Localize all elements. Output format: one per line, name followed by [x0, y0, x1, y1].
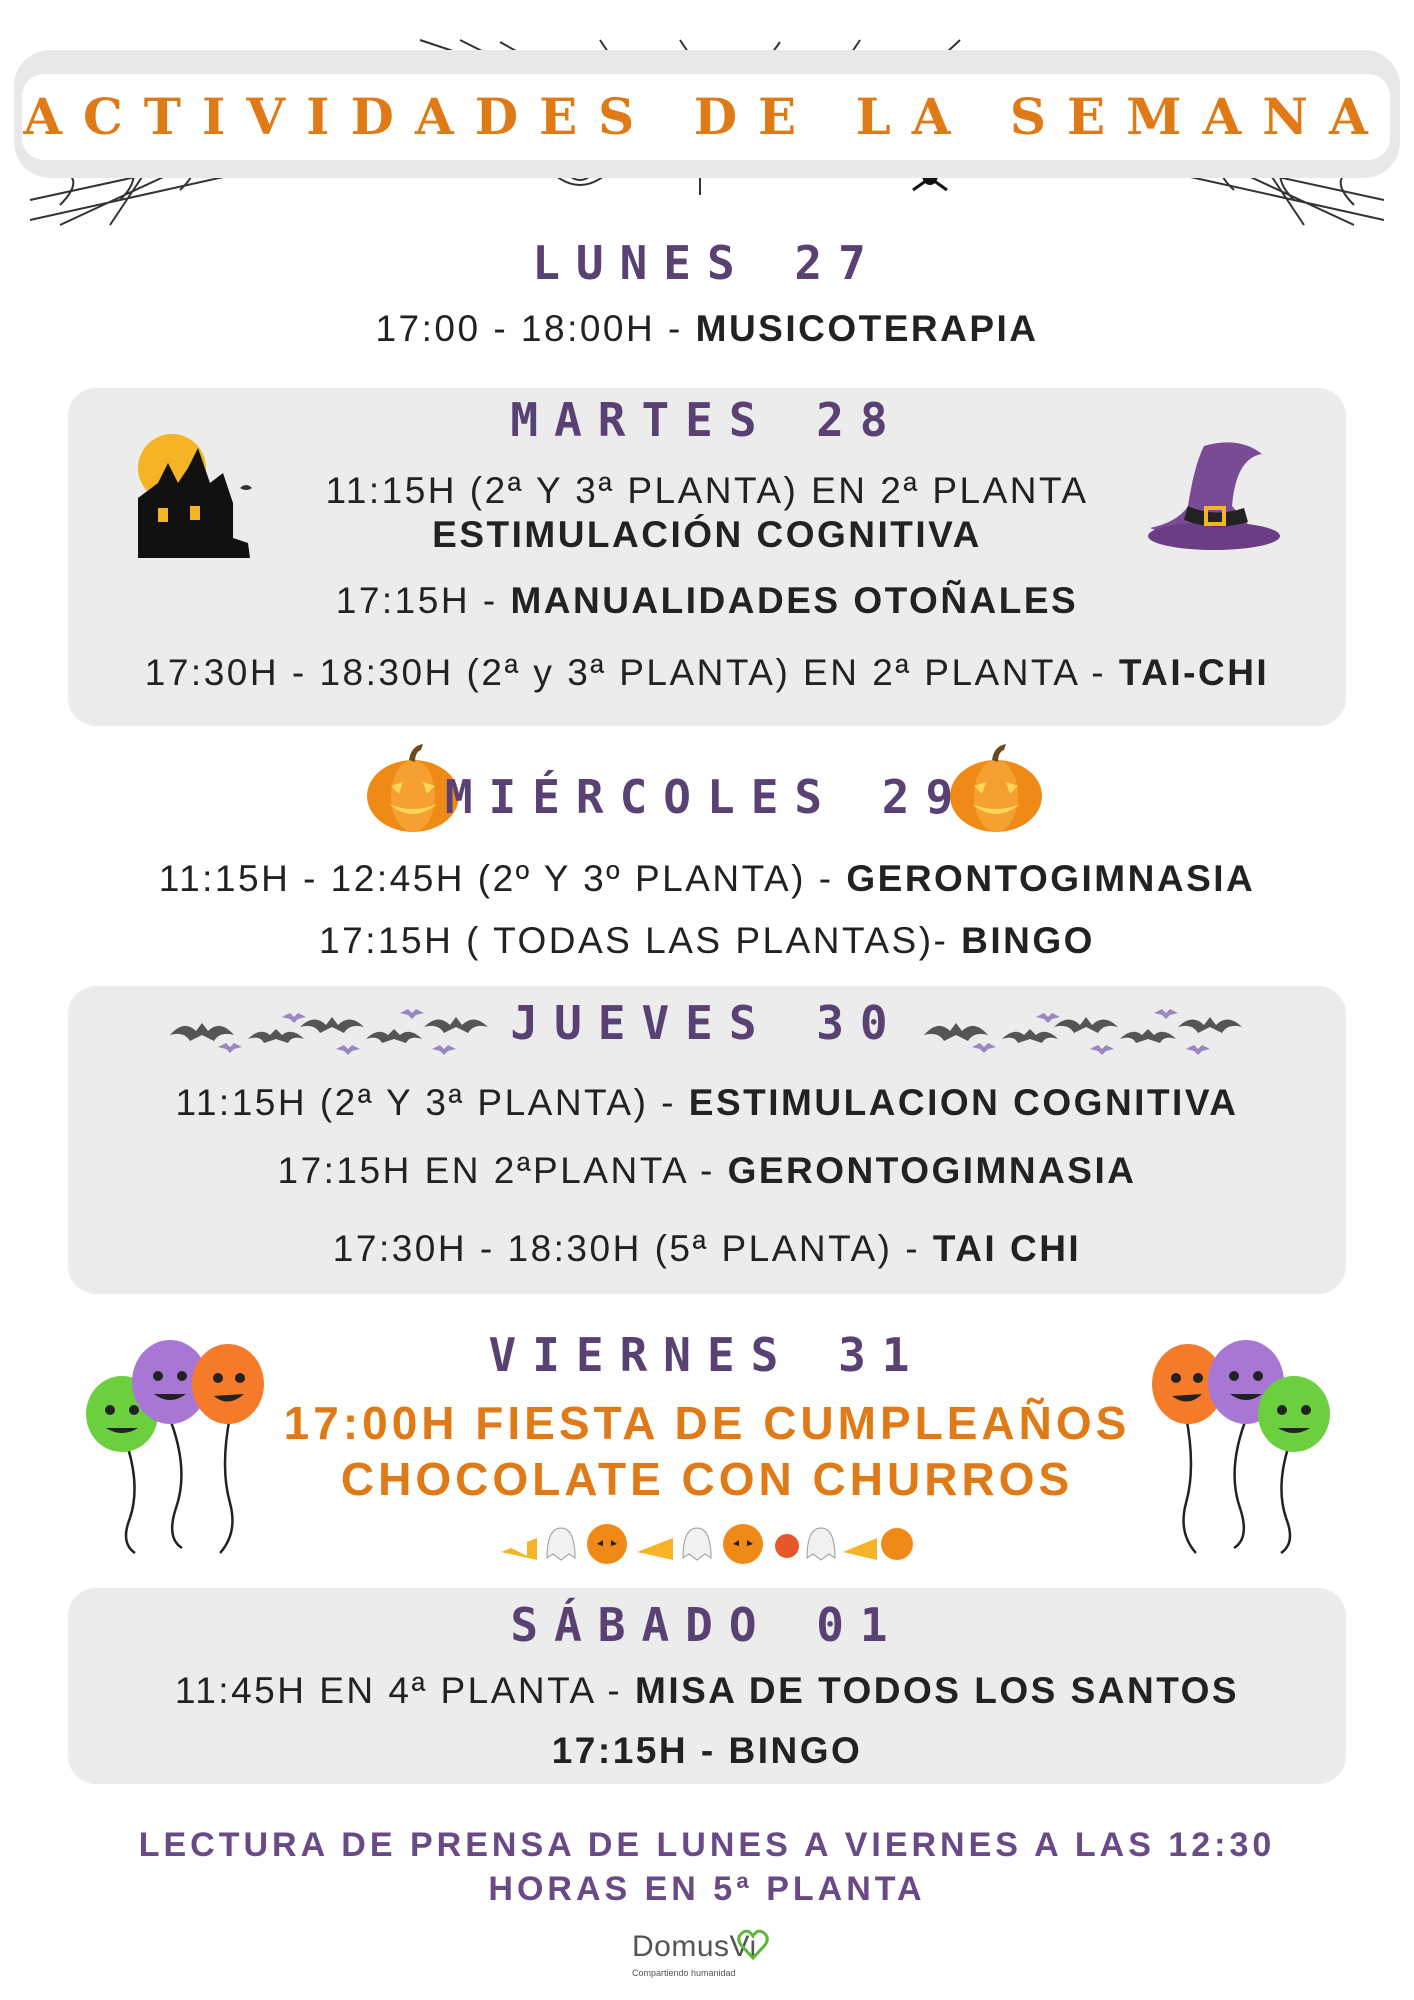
- jueves-item-1: 11:15H (2ª Y 3ª PLANTA) - ESTIMULACION COGNITIVA: [175, 1082, 1239, 1123]
- jueves-item-2: 17:15H EN 2ªPLANTA - GERONTOGIMNASIA: [277, 1150, 1137, 1191]
- day-miercoles: MIÉRCOLES 29: [444, 770, 970, 824]
- jueves-item-3: 17:30H - 18:30H (5ª PLANTA) - TAI CHI: [332, 1228, 1082, 1269]
- martes-item-1-time: 11:15H (2ª Y 3ª PLANTA) EN 2ª PLANTA: [325, 470, 1089, 511]
- halloween-candy-icon: [497, 1518, 917, 1570]
- lunes-item-1: 17:00 - 18:00H - MUSICOTERAPIA: [375, 308, 1039, 349]
- viernes-line-1: 17:00H FIESTA DE CUMPLEAÑOS: [283, 1397, 1131, 1449]
- martes-item-1-activity: ESTIMULACIÓN COGNITIVA: [432, 514, 982, 555]
- martes-item-3: 17:30H - 18:30H (2ª y 3ª PLANTA) EN 2ª PLANTA - TAI-CHI: [144, 652, 1270, 693]
- logo-brand: DomusVi: [632, 1930, 757, 1963]
- day-jueves: JUEVES 30: [510, 996, 904, 1050]
- sabado-item-2: 17:15H - BINGO: [551, 1730, 863, 1771]
- footer-line-1: LECTURA DE PRENSA DE LUNES A VIERNES A LAS 12:30: [138, 1826, 1276, 1864]
- miercoles-item-1: 11:15H - 12:45H (2º Y 3º PLANTA) - GERONTOGIMNASIA: [158, 858, 1256, 899]
- viernes-line-2: CHOCOLATE CON CHURROS: [340, 1453, 1074, 1505]
- footer-line-2: HORAS EN 5ª PLANTA: [488, 1870, 926, 1908]
- miercoles-item-2: 17:15H ( TODAS LAS PLANTAS)- BINGO: [319, 920, 1095, 961]
- sabado-item-1: 11:45H EN 4ª PLANTA - MISA DE TODOS LOS SANTOS: [174, 1670, 1240, 1711]
- page-title: ACTIVIDADES DE LA SEMANA: [22, 74, 1390, 160]
- logo: [620, 1926, 800, 1986]
- logo-tagline: Compartiendo humanidad: [632, 1968, 736, 1978]
- day-viernes: VIERNES 31: [488, 1328, 926, 1382]
- day-sabado: SÁBADO 01: [510, 1598, 904, 1652]
- day-martes: MARTES 28: [510, 393, 904, 447]
- martes-item-2: 17:15H - MANUALIDADES OTOÑALES: [335, 580, 1079, 621]
- heart-icon: [738, 1928, 768, 1960]
- day-lunes: LUNES 27: [532, 236, 882, 290]
